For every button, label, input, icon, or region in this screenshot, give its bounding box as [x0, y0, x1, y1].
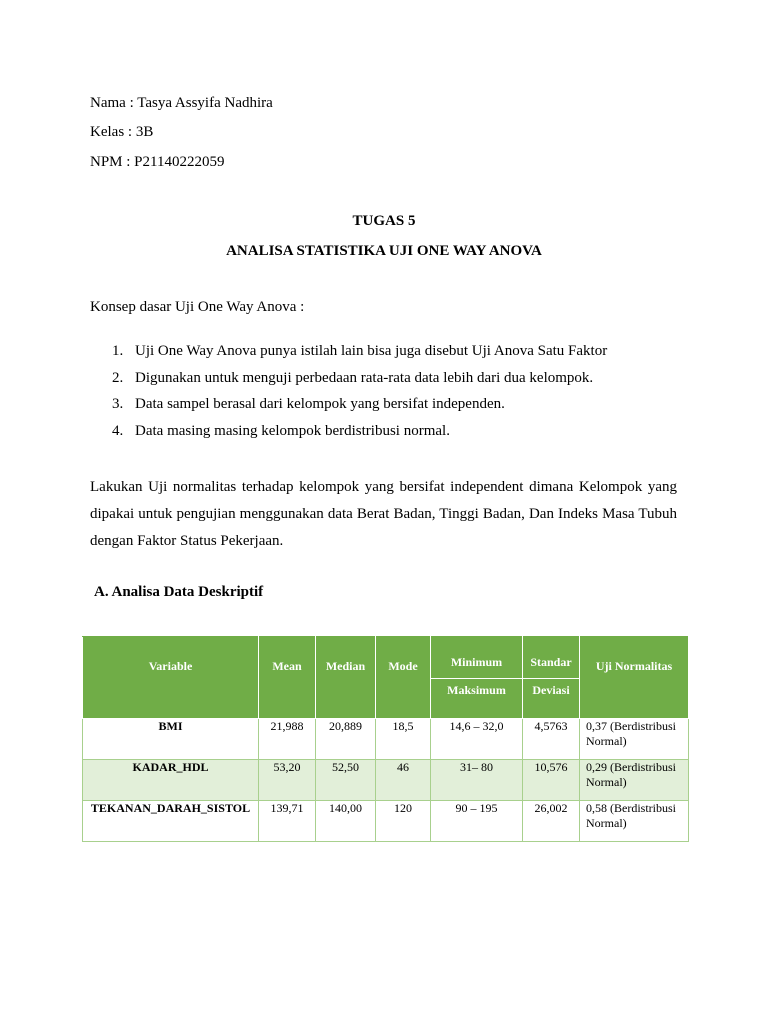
cell-mode: 46 [376, 760, 431, 801]
cell-median: 140,00 [316, 801, 376, 842]
col-header-uji-normalitas: Uji Normalitas [580, 637, 689, 719]
list-item [90, 395, 650, 422]
list-item [90, 342, 650, 369]
cell-median: 20,889 [316, 719, 376, 760]
cell-minmax: 14,6 – 32,0 [431, 719, 523, 760]
normality-value: 0,58 (Berdistribusi [586, 801, 676, 815]
cell-variable: TEKANAN_DARAH_SISTOL [83, 801, 259, 842]
normality-value: 0,37 (Berdistribusi [586, 719, 676, 733]
concept-heading: Konsep dasar Uji One Way Anova : [90, 299, 305, 315]
list-text: Data masing masing kelompok berdistribusi normal. [135, 422, 450, 439]
list-text: Digunakan untuk menguji perbedaan rata-rata data lebih dari dua kelompok. [135, 369, 594, 386]
col-header-variable: Variable [83, 637, 259, 719]
table-row [83, 801, 689, 842]
col-header-deviasi: Deviasi [523, 679, 580, 719]
table-header-row [83, 637, 689, 679]
cell-std: 26,002 [523, 801, 580, 842]
cell-mean: 53,20 [259, 760, 316, 801]
assignment-subtitle: ANALISA STATISTIKA UJI ONE WAY ANOVA [226, 243, 542, 259]
list-item [90, 369, 650, 396]
list-number: 2. [112, 369, 124, 386]
cell-mean: 139,71 [259, 801, 316, 842]
normality-value: 0,29 (Berdistribusi [586, 760, 676, 774]
cell-median: 52,50 [316, 760, 376, 801]
list-number: 4. [112, 422, 124, 439]
student-npm: NPM : P21140222059 [90, 154, 225, 170]
cell-mode: 18,5 [376, 719, 431, 760]
concept-list [90, 342, 650, 448]
list-text: Data sampel berasal dari kelompok yang bersifat independen. [135, 396, 505, 413]
cell-normality [580, 760, 689, 801]
list-number: 1. [112, 343, 124, 359]
descriptive-table [82, 636, 689, 842]
table-row [83, 719, 689, 760]
student-class: Kelas : 3B [90, 124, 154, 140]
section-title: A. Analisa Data Deskriptif [94, 584, 264, 600]
col-header-mode: Mode [376, 637, 431, 719]
cell-variable: BMI [83, 719, 259, 760]
list-item [90, 422, 650, 449]
cell-minmax: 90 – 195 [431, 801, 523, 842]
col-header-minimum: Minimum [431, 637, 523, 679]
cell-mode: 120 [376, 801, 431, 842]
normality-note: Normal) [586, 816, 627, 830]
cell-std: 10,576 [523, 760, 580, 801]
normality-note: Normal) [586, 775, 627, 789]
list-text: Uji One Way Anova punya istilah lain bisa juga disebut Uji Anova Satu Faktor [135, 343, 608, 359]
cell-normality [580, 801, 689, 842]
cell-minmax: 31– 80 [431, 760, 523, 801]
assignment-title: TUGAS 5 [352, 213, 416, 229]
cell-normality [580, 719, 689, 760]
list-number: 3. [112, 396, 124, 413]
col-header-standar: Standar [523, 637, 580, 679]
student-name: Nama : Tasya Assyifa Nadhira [90, 95, 273, 111]
col-header-median: Median [316, 637, 376, 719]
normality-note: Normal) [586, 734, 627, 748]
table-row [83, 760, 689, 801]
instruction-paragraph: Lakukan Uji normalitas terhadap kelompok yang bersifat independent dimana Kelompok yang dipakai untuk pengujian menggunakan data Berat Badan, Tinggi Badan, Dan Indeks Masa Tubuh dengan Faktor Status Pekerjaan. [90, 479, 677, 549]
cell-std: 4,5763 [523, 719, 580, 760]
cell-variable: KADAR_HDL [83, 760, 259, 801]
col-header-mean: Mean [259, 637, 316, 719]
cell-mean: 21,988 [259, 719, 316, 760]
col-header-maksimum: Maksimum [431, 679, 523, 719]
